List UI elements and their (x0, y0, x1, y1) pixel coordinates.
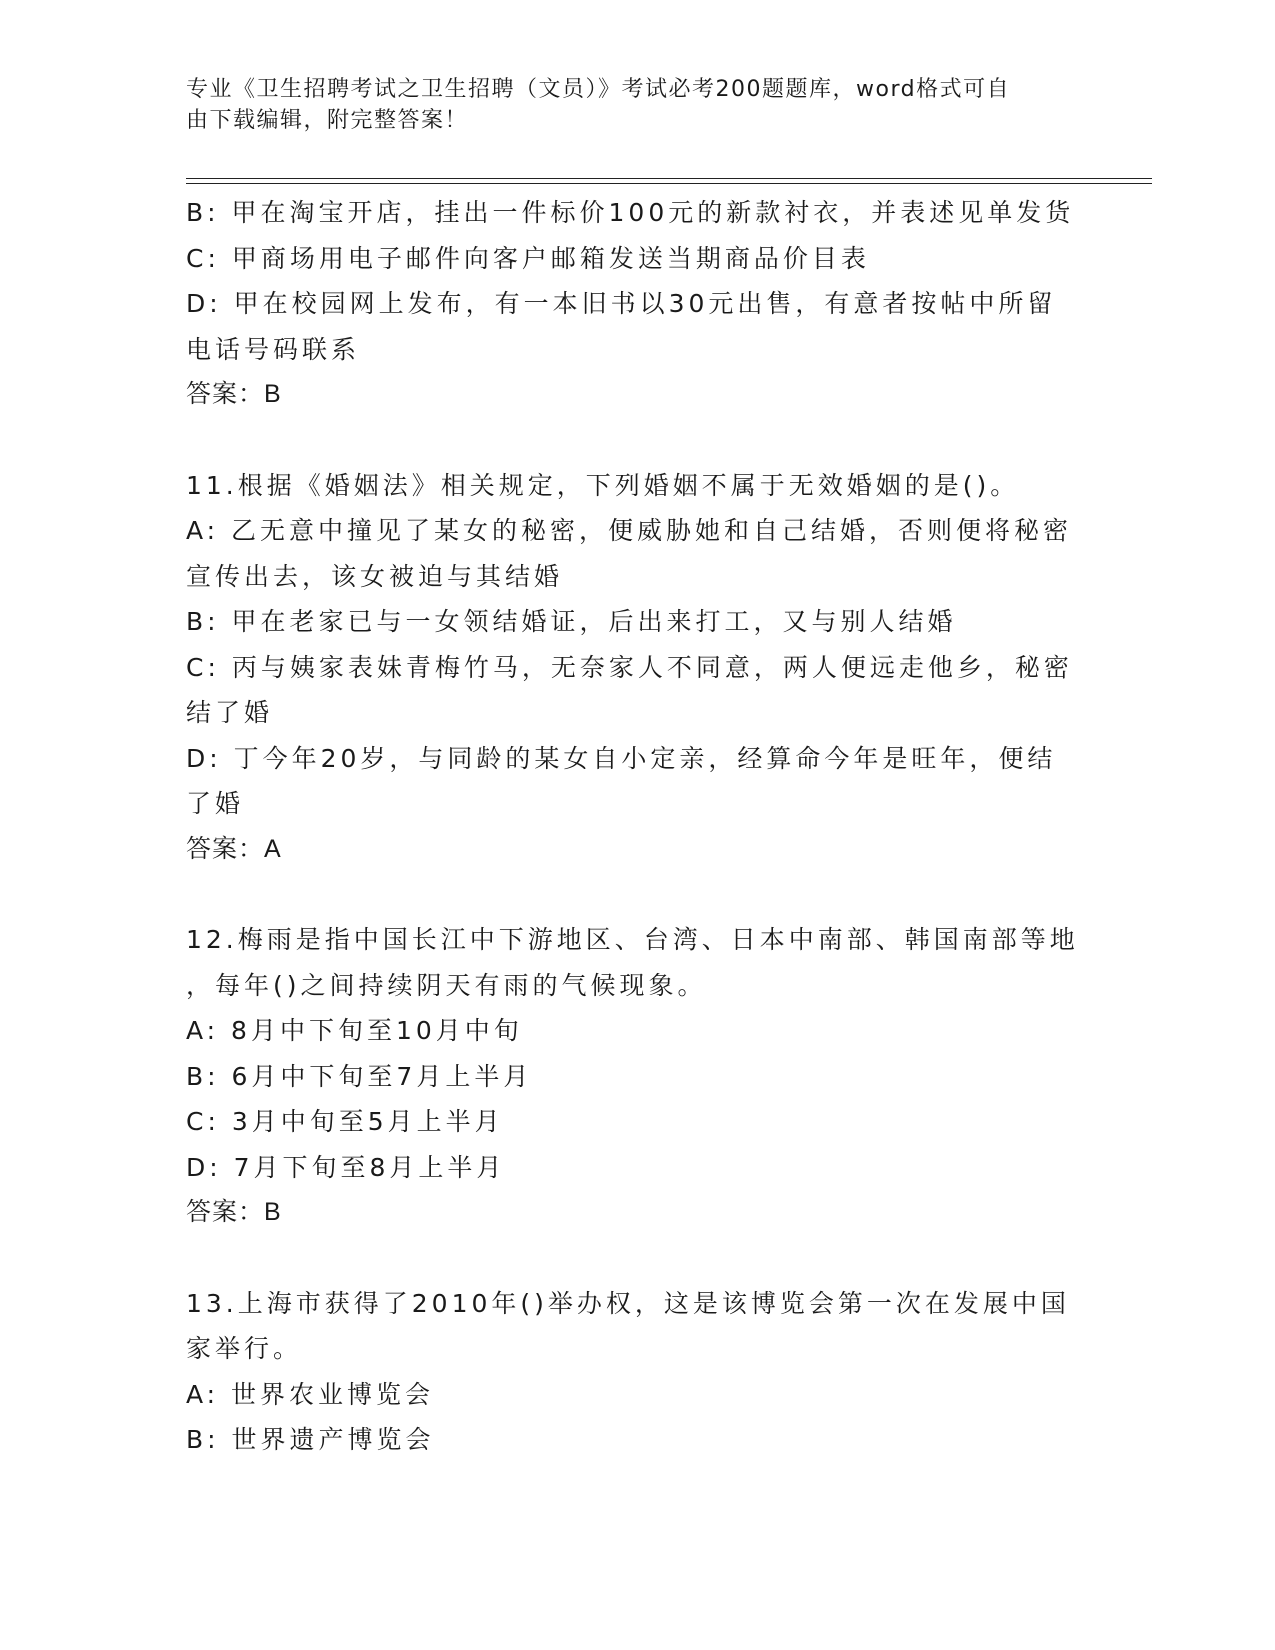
answer: 答案：B (186, 380, 282, 408)
page-header (186, 74, 1066, 136)
question-stem-continued: ，每年()之间持续阴天有雨的气候现象。 (186, 970, 707, 1000)
question-10 (186, 190, 1086, 418)
header-divider-bottom (186, 183, 1152, 184)
option-b: B: 甲在老家已与一女领结婚证，后出来打工，又与别人结婚 (186, 607, 957, 636)
option-c: C: 3月中旬至5月上半月 (186, 1107, 504, 1136)
spacer (186, 1236, 1086, 1281)
question-stem: 12.梅雨是指中国长江中下游地区、台湾、日本中南部、韩国南部等地 (186, 925, 1079, 954)
option-d-continued: 电话号码联系 (186, 334, 361, 364)
option-b: B: 世界遗产博览会 (186, 1425, 435, 1454)
question-stem-continued: 家举行。 (186, 1334, 303, 1363)
header-line-2: 由下载编辑，附完整答案！ (186, 108, 469, 133)
option-d: D: 7月下旬至8月上半月 (186, 1152, 506, 1182)
header-line-1: 专业《卫生招聘考试之卫生招聘（文员）》考试必考200题题库，word格式可自 (186, 77, 1011, 102)
option-a: A: 乙无意中撞见了某女的秘密，便威胁她和自己结婚，否则便将秘密 (186, 516, 1073, 545)
answer: 答案：A (186, 834, 282, 863)
option-c-continued: 结了婚 (186, 698, 274, 727)
option-d-continued: 了婚 (186, 789, 245, 818)
option-d: D: 甲在校园网上发布，有一本旧书以30元出售，有意者按帖中所留 (186, 289, 1057, 318)
question-13 (186, 1281, 1086, 1463)
answer: 答案：B (186, 1198, 282, 1226)
question-stem: 13.上海市获得了2010年()举办权，这是该博览会第一次在发展中国 (186, 1288, 1070, 1318)
option-b: B: 6月中下旬至7月上半月 (186, 1061, 533, 1091)
option-a: A: 世界农业博览会 (186, 1379, 435, 1409)
option-b: B: 甲在淘宝开店，挂出一件标价100元的新款衬衣，并表述见单发货 (186, 198, 1075, 227)
question-12 (186, 917, 1086, 1236)
option-c: C: 丙与姨家表妹青梅竹马，无奈家人不同意，两人便远走他乡，秘密 (186, 652, 1073, 682)
option-a-continued: 宣传出去，该女被迫与其结婚 (186, 561, 564, 591)
option-d: D: 丁今年20岁，与同龄的某女自小定亲，经算命今年是旺年，便结 (186, 743, 1057, 773)
spacer (186, 872, 1086, 917)
spacer (186, 418, 1086, 463)
option-c: C: 甲商场用电子邮件向客户邮箱发送当期商品价目表 (186, 243, 870, 273)
question-list (186, 190, 1086, 1463)
header-divider-top (186, 178, 1152, 179)
option-a: A: 8月中下旬至10月中旬 (186, 1016, 523, 1045)
question-11 (186, 463, 1086, 873)
question-stem: 11.根据《婚姻法》相关规定，下列婚姻不属于无效婚姻的是()。 (186, 470, 1020, 500)
